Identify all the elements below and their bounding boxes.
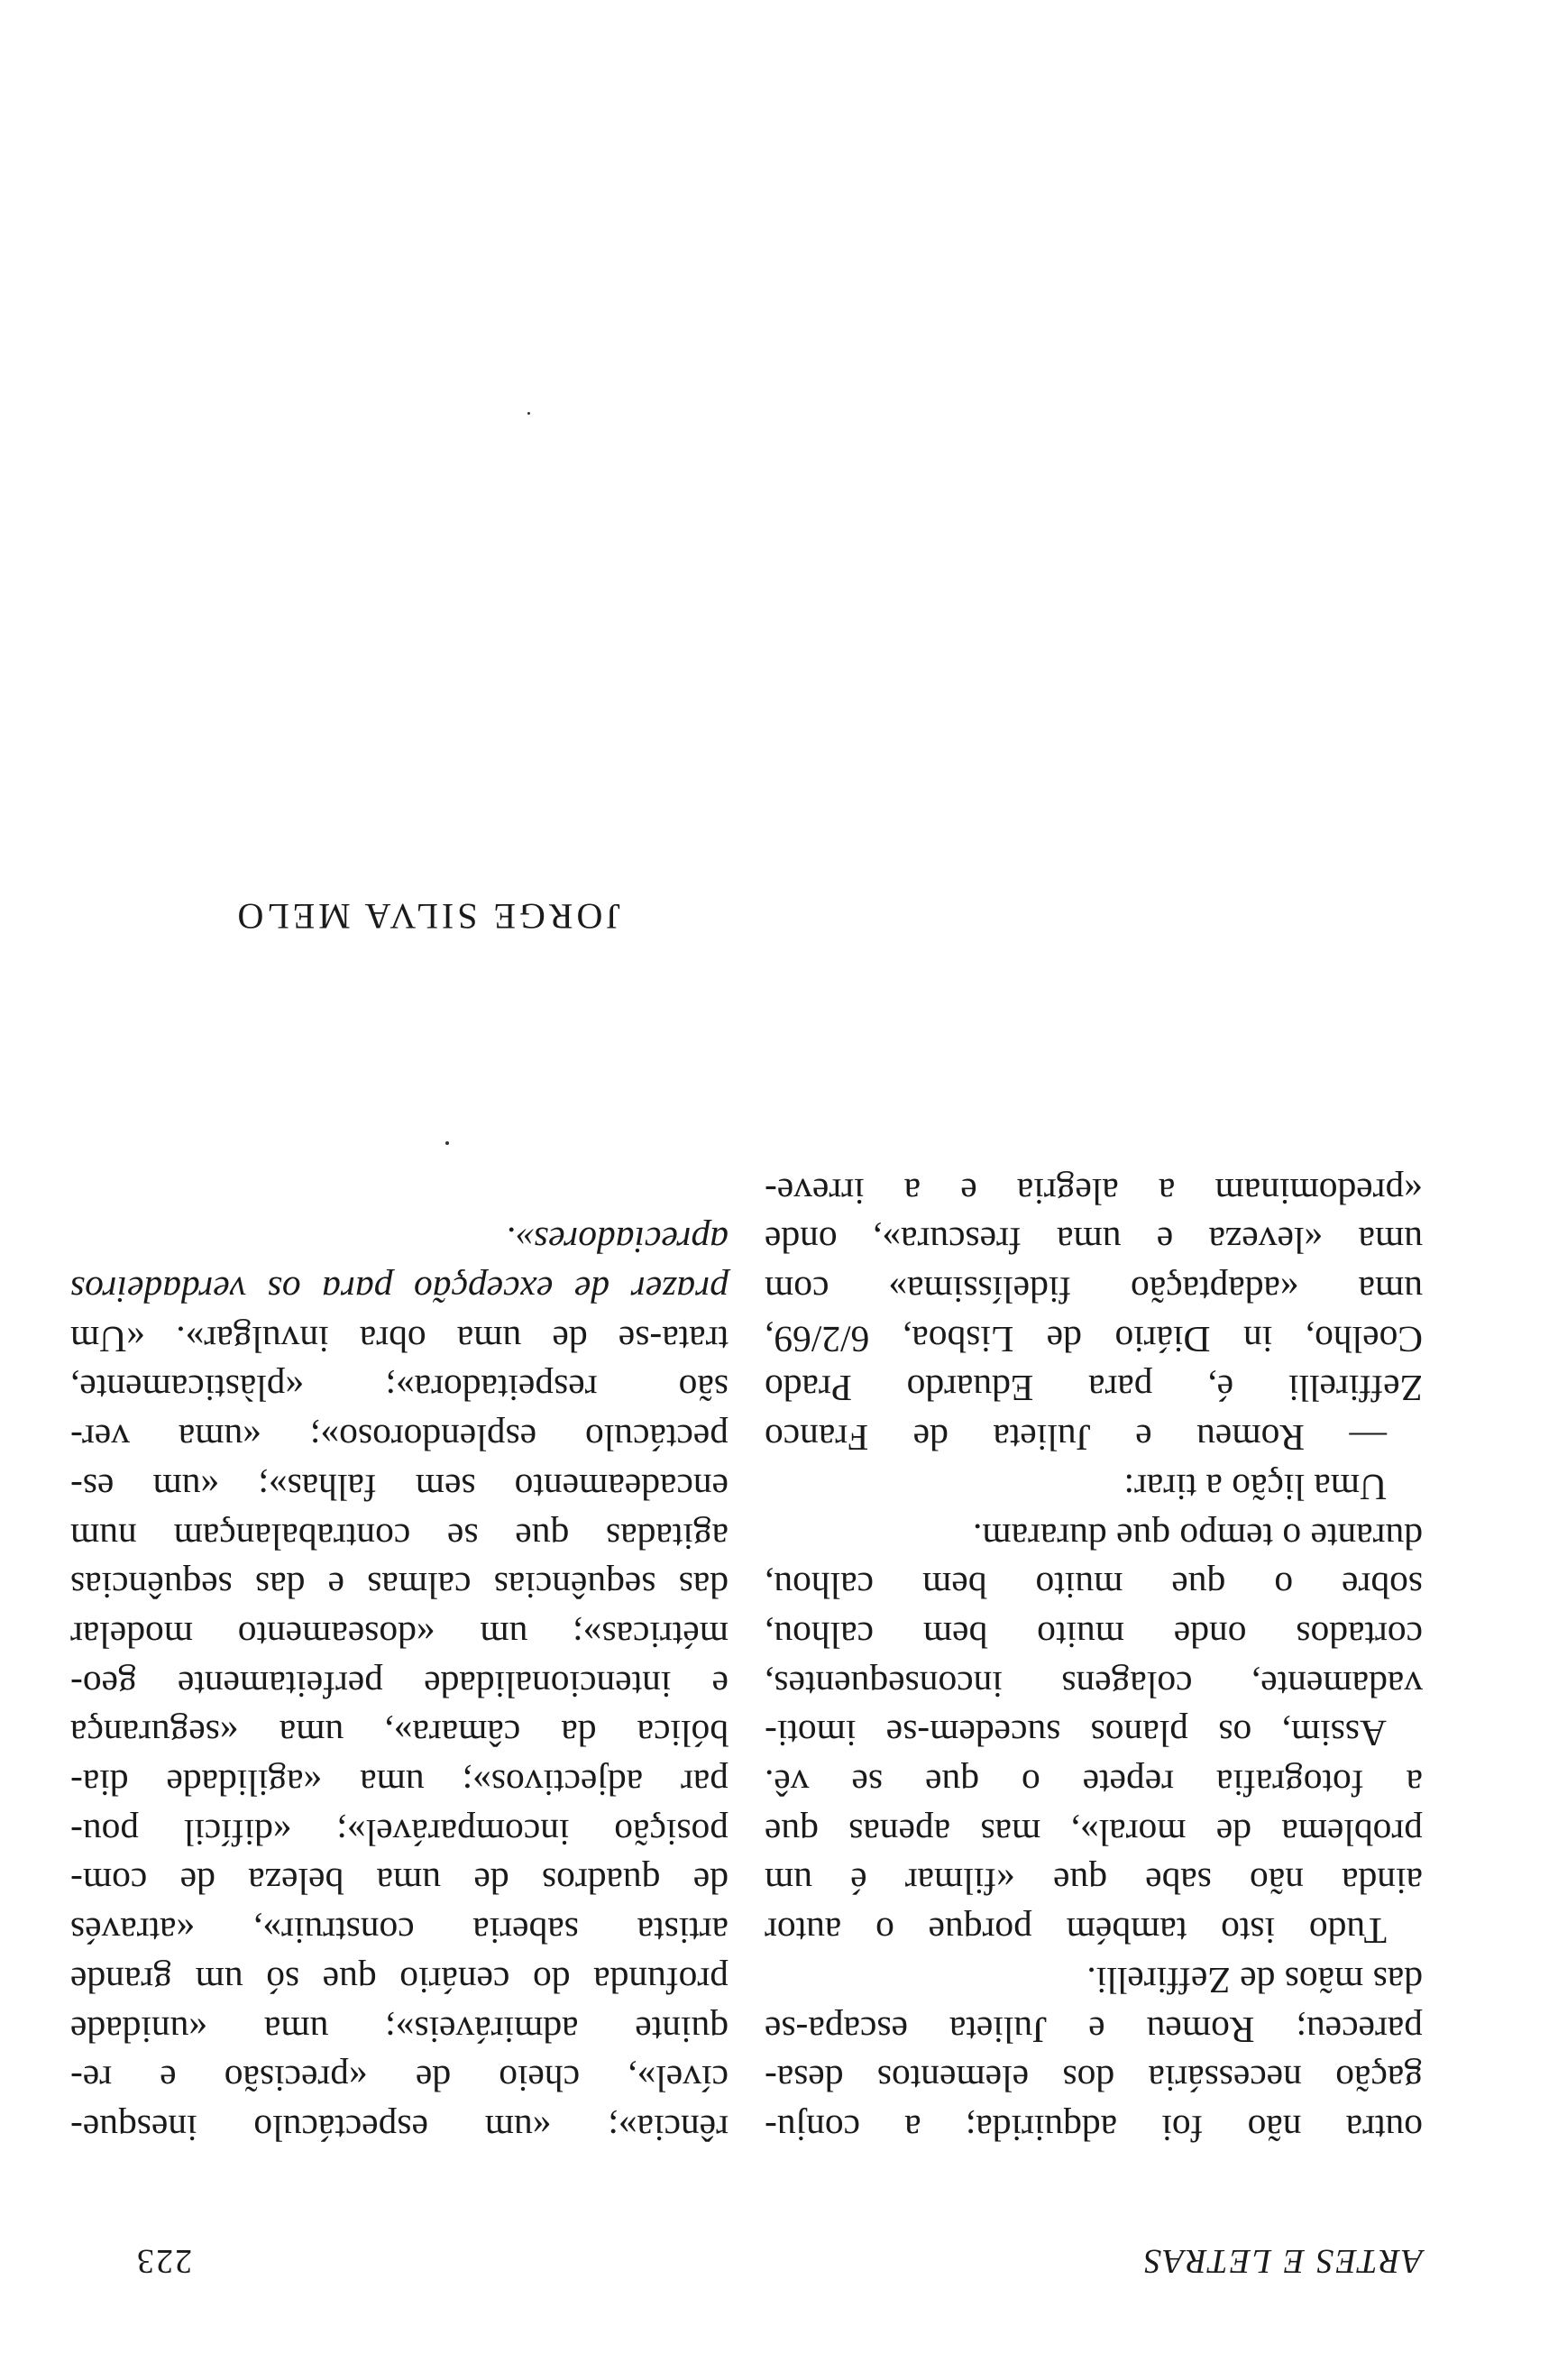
text-line: «predominam a alegria e a irreve- (765, 1170, 1423, 1213)
text-line: cível», cheio de «precisão e re- (70, 2058, 729, 2101)
quote-lines (70, 1216, 729, 1314)
author-signature: JORGE SILVA MELO (234, 896, 620, 937)
text-line: cortados onde muito bem calhou, (765, 1614, 1423, 1656)
dust-speck (445, 1141, 449, 1145)
text-line: profunda do cenário que só um grande (70, 1959, 729, 2001)
running-header (135, 2227, 1423, 2281)
text-line: bólica da câmara», uma «segurança (70, 1713, 729, 1755)
text-line: sobre o que muito bem calhou, (765, 1565, 1423, 1607)
text-line: pareceu; Romeu e Julieta escapa-se (765, 2009, 1423, 2051)
text-line: são respeitadora»; «plàsticamente, (70, 1368, 729, 1410)
paragraph (70, 1314, 729, 2153)
text-line: trata-se de uma obra invulgar». «Um (70, 1318, 729, 1360)
right-column (70, 1216, 729, 2153)
text-line: das mãos de Zeffirelli. (1086, 1959, 1423, 2001)
page-number: 223 (135, 2242, 192, 2280)
text-line: a fotografia repete o que se vê. (765, 1762, 1423, 1805)
text-line: agitadas que se contrabalançam num (70, 1515, 729, 1558)
text-line: uma «adaptação fidelíssima» com (765, 1269, 1423, 1312)
text-line: ainda não sabe que «filmar é um (765, 1861, 1423, 1903)
dust-speck (527, 412, 530, 415)
text-line: Tudo isto também porque o autor (765, 1910, 1387, 1953)
paragraph (765, 1462, 1423, 1512)
running-title: ARTES E LETRAS (1142, 2242, 1423, 2280)
text-line: Zeffirelli é, para Eduardo Prado (765, 1368, 1423, 1410)
text-line: posição incomparável»; «difícil pou- (70, 1811, 729, 1854)
text-line: — Romeu e Julieta de Franco (765, 1417, 1387, 1460)
text-line: métricas»; um «doseamento modelar (70, 1614, 729, 1656)
text-line: e intencionalidade perfeitamente geo- (70, 1663, 729, 1706)
text-line: outra não foi adquirida; a conju- (765, 2108, 1423, 2149)
paragraph (765, 1512, 1423, 1955)
paragraph (765, 1955, 1423, 2153)
text-line: gação necessária dos elementos desa- (765, 2058, 1423, 2101)
left-column (765, 1167, 1423, 2153)
text-line: uma «leveza e uma frescura», onde (765, 1220, 1423, 1262)
text-line: das sequências calmas e das sequências (70, 1565, 729, 1607)
text-line: Uma lição a tirar: (1123, 1466, 1387, 1508)
text-line: pectáculo esplendoroso»; «uma ver- (70, 1417, 729, 1460)
text-line: Coelho, in Diário de Lisboa, 6/2/69, (765, 1318, 1423, 1360)
text-line: quinte admiráveis»; uma «unidade (70, 2009, 729, 2051)
text-line: encadeamento sem falhas»; «um es- (70, 1466, 729, 1508)
text-line: durante o tempo que duraram. (973, 1515, 1423, 1558)
text-line: apreciadores». (505, 1220, 729, 1262)
text-line: de quadros de uma beleza de com- (70, 1861, 729, 1903)
paragraph (765, 1167, 1423, 1462)
text-line: prazer de excepção para os verdadeiros (70, 1269, 729, 1312)
text-line: Assim, os planos sucedem-se imoti- (765, 1713, 1387, 1755)
text-line: vadamente, colagens inconsequentes, (765, 1663, 1423, 1706)
text-line: artista saberia construir», «através (70, 1910, 729, 1953)
text-line: problema de moral», mas apenas que (765, 1811, 1423, 1854)
text-line: par adjectivos»; uma «agilidade dia- (70, 1762, 729, 1805)
text-line: rência»; «um espectáculo inesque- (70, 2108, 729, 2149)
